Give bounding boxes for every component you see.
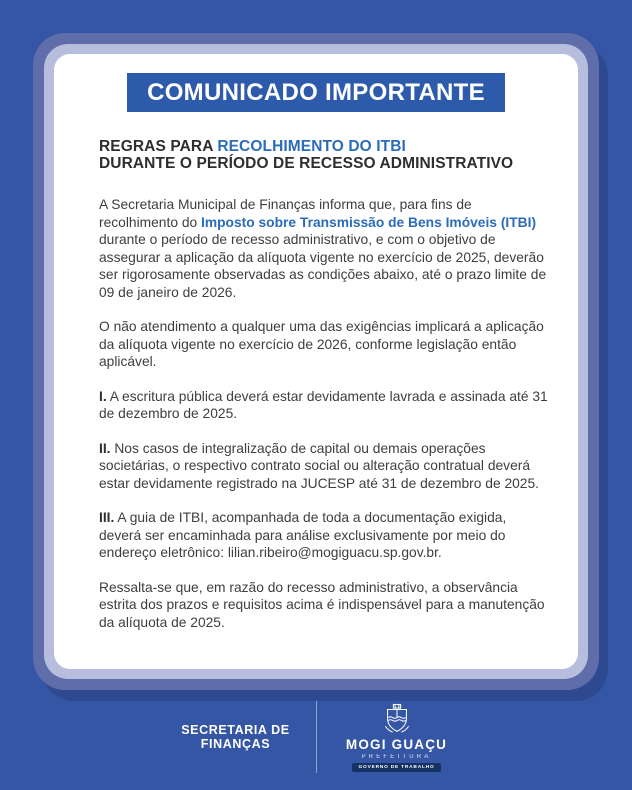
title-line1-highlight: RECOLHIMENTO DO ITBI [217, 138, 406, 155]
title-line1-prefix: REGRAS PARA [99, 138, 218, 155]
city-logo [332, 703, 462, 772]
rule-2-numeral: II. [99, 440, 111, 456]
intro-pre: A Secretaria Municipal de Finanças informa que, para fins de recolhimento do [99, 197, 472, 230]
page-title [99, 138, 548, 172]
rule-1-text: A escritura pública deverá estar devidamente lavrada e assinada até 31 de dezembro de 2025. [99, 388, 548, 421]
city-subtitle: PREFEITURA [361, 753, 432, 760]
rule-3-text: A guia de ITBI, acompanhada de toda a documentação exigida, deverá ser encaminhada para análise exclusivamente por meio do endereço eletrônico: lilian.ribeiro@mogiguacu.sp.gov.br. [99, 510, 507, 560]
rule-item-3 [99, 509, 548, 562]
intro-paragraph [99, 196, 548, 301]
coat-of-arms-icon [382, 703, 412, 735]
rule-1-numeral: I. [99, 388, 107, 404]
rule-2-text: Nos casos de integralização de capital ou demais operações societárias, o respectivo contrato social ou alteração contratual deverá estar devidamente registrado na JUCESP até 31 de dezembro de 2025. [99, 440, 539, 491]
city-name: MOGI GUAÇU [345, 736, 448, 752]
announcement-content [54, 112, 578, 631]
rule-item-1 [99, 388, 548, 423]
warning-paragraph: O não atendimento a qualquer uma das exigências implicará a aplicação da alíquota vigente no exercício de 2026, conforme legislação então aplicável. [99, 319, 544, 369]
footer [0, 697, 632, 777]
closing-paragraph: Ressalta-se que, em razão do recesso administrativo, a observância estrita dos prazos e requisitos acima é indispensável para a manutenção da alíquota de 2025. [99, 579, 545, 630]
department-line-1: SECRETARIA DE [181, 723, 290, 737]
title-line-2: DURANTE O PERÍODO DE RECESSO ADMINISTRATIVO [99, 155, 514, 172]
announcement-card [33, 33, 599, 690]
title-line-1 [99, 138, 548, 155]
banner [127, 73, 505, 112]
intro-post: durante o período de recesso administrativo, e com o objetivo de assegurar a aplicação da alíquota vigente no exercício de 2025, deverão ser rigorosamente observadas as condições abaixo, até o prazo limite de 09 de janeiro de 2026. [99, 232, 547, 300]
rule-item-2 [99, 440, 548, 493]
card-body [54, 54, 578, 669]
government-badge: GOVERNO DE TRABALHO [352, 763, 442, 772]
department-label [171, 723, 301, 751]
footer-divider [316, 701, 317, 773]
banner-title: COMUNICADO IMPORTANTE [147, 78, 485, 106]
itbi-highlight: Imposto sobre Transmissão de Bens Imóveis (ITBI) [201, 214, 537, 230]
rule-3-numeral: III. [99, 510, 115, 525]
card-border-layer [44, 44, 588, 679]
department-line-2: FINANÇAS [200, 737, 271, 751]
